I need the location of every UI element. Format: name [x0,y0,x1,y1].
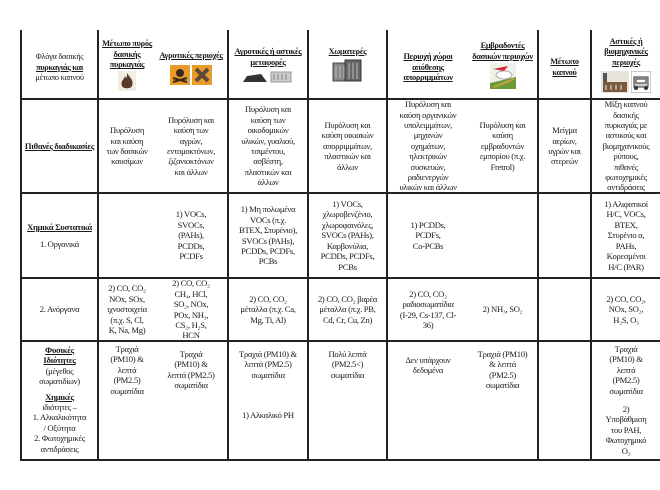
table-cell [229,343,307,459]
table-cell: 1) Μη πολωμένα VOCs (π.χ. BTEX, Στυρένιο), SVOCs (PAHs), PCDDs, PCDFs, PCBs [239,204,297,267]
header-title: Μέτωπο καπνού [550,57,579,77]
header-title: Αγροτικές περιοχές [159,51,223,61]
header-col-retardants [468,32,537,98]
table-cell: 2) CO, CO₂ ραδιοσωματίδια (I-29, Cs-137, Cl- 36) [399,288,457,330]
factory-icon [601,71,629,93]
header-col-urban-transport [229,32,307,98]
cell-text-photochemical: 2) Υποβάθμιση του PAH, Φωτοχημικό O₃ [605,404,647,456]
table-cell: 2) CO, CO₂, NOx, SO₂, H₂S, O₃ [606,293,646,325]
table-cell [99,194,155,277]
table-cell: 2) CO, CO₂ NOx, SOx, ιχνοστοιχεία (π.χ. S, Cl, K, Na, Mg) [107,283,147,336]
header-col-waste-sites [388,40,468,96]
header-source-line-1: Φλόγα δασικής [35,52,84,62]
header-title: Αστικές ή βιομηχανικές περιοχές [604,36,648,67]
table-cell: 1) PCDDs, PCDFs, Co-PCBs [410,219,446,251]
table-cell: Τραχιά (PM10) & λεπτά (PM2.5) σωματίδια [167,349,215,391]
header-title: Μέτωπο πυρός δασικής πυρκαγιάς [102,39,152,70]
table-cell: 2) CO, CO₂ βαρέα μέταλλα (π.χ. PB, Cd, Cr, Cu, Zn) [317,293,378,325]
row-label-text: Χημικά Συστατικά [27,222,92,233]
row-sublabel-text: 1. Οργανικά [39,238,80,249]
table-cell: Πυρόλυση και καύση εμβραδυντών εμπορίου (π.χ. Fretrol) [479,119,526,172]
table-cell: 1) Αλιφατικοί H/C, VOCs, BTEX, Στυρένιο α, PAHs, Κορεσμένοι H/C (PAR) [604,199,648,272]
row-label-text: (μέγεθος σωματιδίων) [39,365,80,387]
row-label-physical [22,343,97,459]
header-col-industrial [592,32,660,98]
table-cell: Τραχιά (PM10) & λεπτά (PM2.5) σωματίδια [110,344,144,396]
header-source-line-2: πυρκαγιάς και [35,62,84,72]
trash-bins-icon [331,57,365,83]
table-cell: Μείγμα αερίων, υγρών και στερεών [548,125,581,167]
table-cell: 2) NH₃, SO₂ [482,304,523,315]
hazard-toxic-icon [170,65,190,85]
flame-icon [118,71,136,91]
row-divider [20,340,660,342]
table-cell: 1) VOCs, SVOCs, (PAHs), PCDDs, PCDFs [175,209,207,262]
table-cell [592,343,660,459]
table-cell [539,343,590,459]
table-cell: 1) VOCs, χλωροβενζένιο, χλωροφαινόλες, SVOCs (PAHs), Καρβονύλια, PCDDs, PCDFs, PCBs [320,199,375,272]
table-cell [468,194,537,277]
table-cell: Πυρόλυση και καύση των δασικών καυσίμων [106,125,148,167]
table-cell: 2) CO, CO₂ μέταλλα (π.χ. Ca, Mg, Ti, Al) [240,293,296,325]
header-title: Χωματερές [328,46,367,56]
header-col-landfills [309,32,386,98]
header-title: Αγροτικές ή αστικές μεταφορές [234,47,302,67]
row-label-text: ιδιότητες – 1. Αλκαλικότητα / Οξύτητα 2. Φωτοχημικές αντιδράσεις [32,402,87,454]
row-label-text: Πιθανές διαδικασίες [24,140,95,151]
cell-text-alkaline: 1) Αλκαλικό PH [242,410,294,421]
table-cell: Πολύ λεπτά (PM2.5<) σωματίδια [328,349,367,380]
table-cell: Μίξη καπνού δασικής πυρκαγιάς με αστικούς και βιομηχανικούς ρύπους, πιθανές φωτοχημικές αντιδράσεις [602,99,650,193]
landscape-map-icon [490,63,516,89]
row-label-text: Ιδιότητες [43,355,76,366]
header-col-fire-front [99,32,155,98]
cell-text: Τραχιά (PM10) & λεπτά (PM2.5) σωματίδια [609,344,643,396]
row-label-causes [22,100,97,192]
row-label-inorganic: 2. Ανόργανα [39,304,80,315]
header-col-agricultural [155,40,227,96]
table-cell: Τραχιά (PM10) & λεπτά (PM2.5) σωματίδια [477,349,528,391]
table-cell: Πυρόλυση και καύση των αγρών, εντομοκτόνων, ζιζανιοκτόνων και άλλων [167,114,215,177]
cell-text: Τραχιά (PM10) & λεπτά (PM2.5) σωματίδια [239,349,297,380]
car-icon [631,71,651,93]
table-cell: Πυρόλυση και καύση οργανικών υπολειμμάτων, μηχανών οχημάτων, ηλεκτρικών συσκευών, ραδιενεργών υλικών και άλλων [399,99,457,193]
table-border-bottom [20,459,660,461]
header-title: Εμβραδοντές δασικών περιοχών [472,41,533,61]
header-source-line-3: μέτωπο καπνού [35,73,84,83]
row-label-text: Φυσικές [45,345,74,355]
table-cell [539,194,590,277]
row-label-text: Χημικές [45,391,74,402]
table-cell [539,279,590,340]
table-cell: 2) CO, CO₂ CH₄, HCl, SO₂, NOx, POx, NH₃, CS₂, H₂S, HCN [172,278,210,341]
table-cell: Δεν υπάρχουν δεδομένα [405,355,451,376]
header-source-label [22,40,97,96]
hazard-harmful-icon [192,65,212,85]
header-col-smoke-front [539,40,590,96]
table-cell: Πυρόλυση και καύση οικιακών απορριμμάτων, πλαστικών και άλλων [321,119,374,172]
table-cell: Πυρόλυση και καύση των οικοδομικών υλικών, γυαλιού, τσιμέντου, ασβέστη, πλαστικών και άλλων [241,104,295,188]
buildings-icon [241,69,295,83]
row-label-chemical [22,194,97,277]
header-title: Περιοχή χώροι απόθεσης απορριμμάτων [403,52,453,83]
